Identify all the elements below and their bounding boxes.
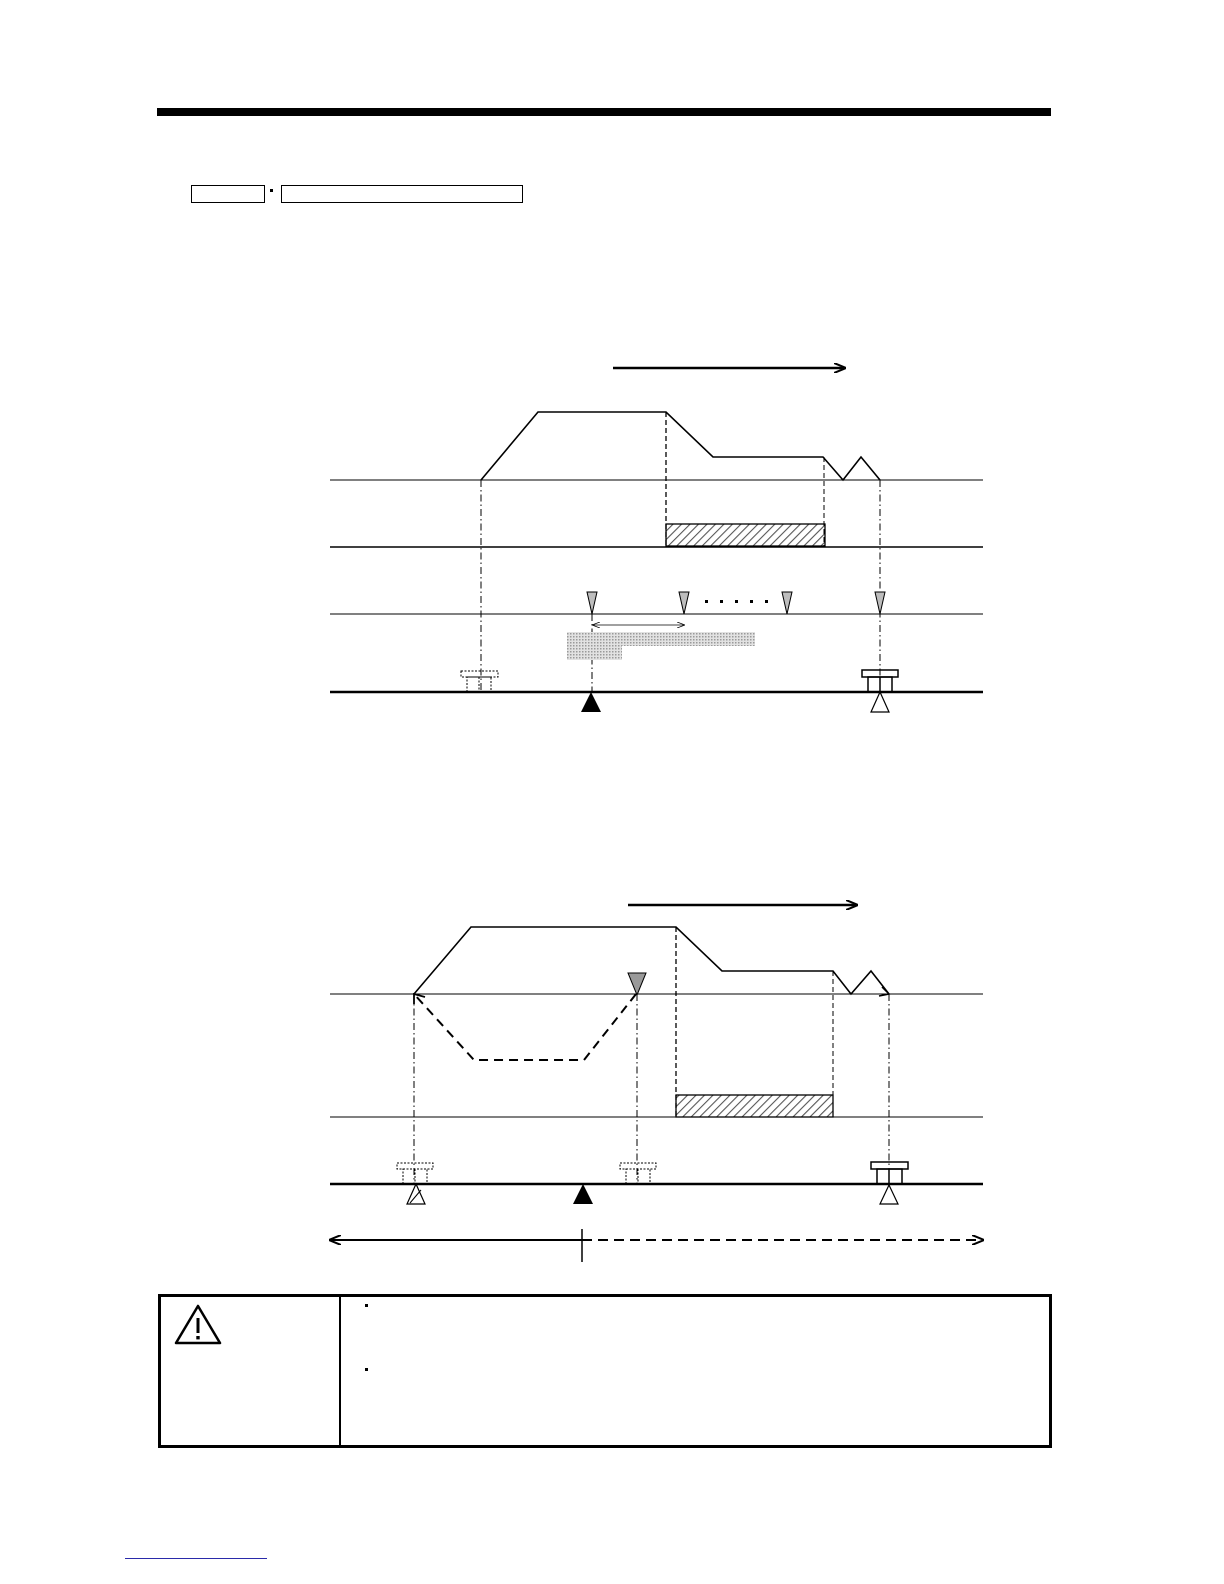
zero-signal-marker <box>679 592 689 614</box>
origin-marker-1 <box>871 692 889 712</box>
reverse-travel-profile <box>414 994 636 1060</box>
diagram-1 <box>330 368 983 712</box>
hatched-period-2 <box>676 1095 833 1117</box>
limit-signal-marker <box>628 973 646 995</box>
caution-bullet <box>365 1304 368 1307</box>
start-origin-marker-2 <box>407 1184 425 1204</box>
ellipsis-dots <box>705 600 768 603</box>
speed-profile-2-tip <box>879 987 889 996</box>
table-limit-position-2 <box>620 1163 656 1184</box>
shaded-note-band <box>567 646 622 660</box>
caution-box <box>158 1294 1052 1448</box>
table-stop-position-2 <box>871 1162 908 1184</box>
caution-bullet <box>365 1368 368 1371</box>
warning-triangle-icon <box>173 1303 223 1347</box>
hatched-period-1 <box>666 524 825 546</box>
caution-divider <box>339 1297 341 1445</box>
shaded-note-band <box>567 632 755 646</box>
table-start-position-1 <box>461 671 498 692</box>
speed-profile-2 <box>414 927 889 994</box>
zero-signal-marker <box>587 592 597 614</box>
footer-link-underline <box>125 1558 267 1559</box>
zero-signal-marker <box>782 592 792 614</box>
zero-signal-marker <box>875 592 885 614</box>
near-point-dog-marker-1 <box>581 692 601 712</box>
table-start-position-2 <box>397 1163 433 1184</box>
origin-marker-2 <box>880 1185 898 1204</box>
near-point-dog-marker-2 <box>573 1184 593 1204</box>
speed-profile-1 <box>481 412 880 480</box>
diagram-2 <box>330 905 983 1262</box>
